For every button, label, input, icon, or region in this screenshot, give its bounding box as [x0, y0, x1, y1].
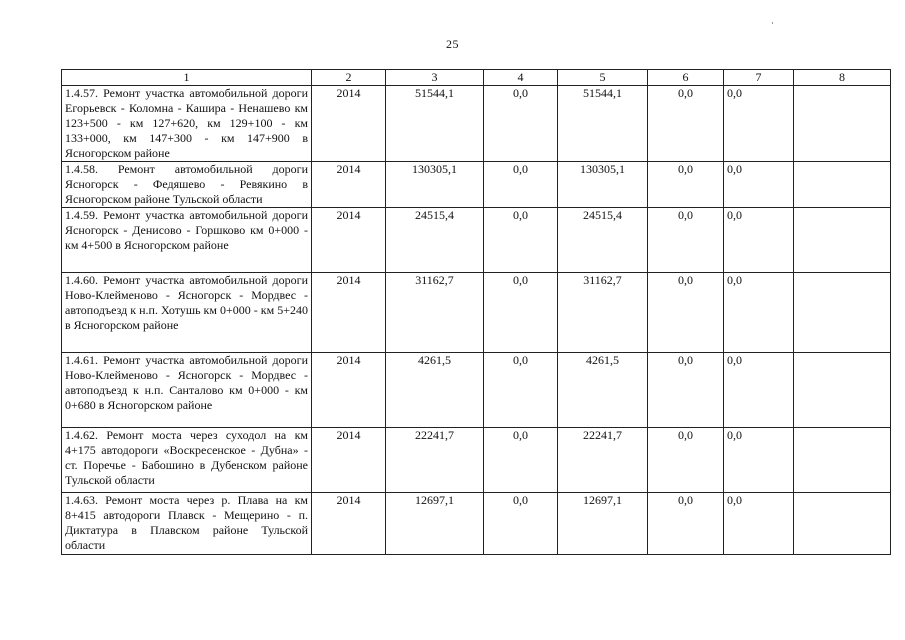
- row-description: 1.4.61. Ремонт участка автомобильной дороги Ново-Клейменово - Ясногорск - Мордвес - автоподъезд к н.п. Санталово км 0+000 - км 0+680 в Ясногорском районе: [62, 353, 312, 428]
- table-row: [62, 493, 891, 555]
- row-col4: 0,0: [484, 162, 558, 208]
- row-total: 31162,7: [386, 273, 484, 353]
- table-row: [62, 273, 891, 353]
- row-col8: [794, 353, 891, 428]
- row-total: 4261,5: [386, 353, 484, 428]
- row-year: 2014: [312, 428, 386, 493]
- row-total: 51544,1: [386, 86, 484, 162]
- table-row: [62, 208, 891, 273]
- row-year: 2014: [312, 86, 386, 162]
- row-col5: 24515,4: [558, 208, 648, 273]
- column-header-8: 8: [794, 70, 891, 86]
- row-description: 1.4.59. Ремонт участка автомобильной дороги Ясногорск - Денисово - Горшково км 0+000 - км 4+500 в Ясногорском районе: [62, 208, 312, 273]
- row-col8: [794, 162, 891, 208]
- row-total: 22241,7: [386, 428, 484, 493]
- column-header-5: 5: [558, 70, 648, 86]
- row-col5: 22241,7: [558, 428, 648, 493]
- row-year: 2014: [312, 208, 386, 273]
- page-number: 25: [446, 37, 459, 51]
- column-header-1: 1: [62, 70, 312, 86]
- table-body: [62, 86, 891, 555]
- row-col8: [794, 493, 891, 555]
- row-description: 1.4.62. Ремонт моста через суходол на км 4+175 автодороги «Воскресенское - Дубна» - ст. Поречье - Бабошино в Дубенском районе Тульской области: [62, 428, 312, 493]
- row-col6: 0,0: [648, 353, 724, 428]
- row-col8: [794, 428, 891, 493]
- row-col8: [794, 208, 891, 273]
- row-col8: [794, 86, 891, 162]
- row-description: 1.4.57. Ремонт участка автомобильной дороги Егорьевск - Коломна - Кашира - Ненашево км 123+500 - км 127+620, км 129+100 - км 133+000, км 147+300 - км 147+900 в Ясногорском районе: [62, 86, 312, 162]
- row-total: 12697,1: [386, 493, 484, 555]
- row-description: 1.4.63. Ремонт моста через р. Плава на км 8+415 автодороги Плавск - Мещерино - п. Диктатура в Плавском районе Тульской области: [62, 493, 312, 555]
- row-col7: 0,0: [724, 86, 794, 162]
- row-description: 1.4.60. Ремонт участка автомобильной дороги Ново-Клейменово - Ясногорск - Мордвес - автоподъезд к н.п. Хотушь км 0+000 - км 5+240 в Ясногорском районе: [62, 273, 312, 353]
- row-col7: 0,0: [724, 493, 794, 555]
- row-col4: 0,0: [484, 86, 558, 162]
- row-col5: 31162,7: [558, 273, 648, 353]
- row-col5: 130305,1: [558, 162, 648, 208]
- table-row: [62, 162, 891, 208]
- row-year: 2014: [312, 493, 386, 555]
- row-col4: 0,0: [484, 353, 558, 428]
- row-col4: 0,0: [484, 273, 558, 353]
- row-col6: 0,0: [648, 493, 724, 555]
- column-header-2: 2: [312, 70, 386, 86]
- row-year: 2014: [312, 162, 386, 208]
- row-col6: 0,0: [648, 273, 724, 353]
- row-col4: 0,0: [484, 208, 558, 273]
- row-col7: 0,0: [724, 353, 794, 428]
- row-col7: 0,0: [724, 273, 794, 353]
- table-row: [62, 86, 891, 162]
- row-col7: 0,0: [724, 162, 794, 208]
- row-col6: 0,0: [648, 428, 724, 493]
- row-col6: 0,0: [648, 208, 724, 273]
- row-year: 2014: [312, 273, 386, 353]
- row-col5: 51544,1: [558, 86, 648, 162]
- row-col8: [794, 273, 891, 353]
- row-col6: 0,0: [648, 162, 724, 208]
- budget-table: [61, 69, 891, 555]
- row-col5: 4261,5: [558, 353, 648, 428]
- table-row: [62, 428, 891, 493]
- row-col4: 0,0: [484, 428, 558, 493]
- table-row: [62, 353, 891, 428]
- row-total: 24515,4: [386, 208, 484, 273]
- row-col5: 12697,1: [558, 493, 648, 555]
- column-header-6: 6: [648, 70, 724, 86]
- column-header-3: 3: [386, 70, 484, 86]
- column-header-7: 7: [724, 70, 794, 86]
- row-col6: 0,0: [648, 86, 724, 162]
- header-row: [62, 70, 891, 86]
- row-total: 130305,1: [386, 162, 484, 208]
- row-year: 2014: [312, 353, 386, 428]
- row-description: 1.4.58. Ремонт автомобильной дороги Ясногорск - Федяшево - Ревякино в Ясногорском районе Тульской области: [62, 162, 312, 208]
- row-col7: 0,0: [724, 208, 794, 273]
- column-header-4: 4: [484, 70, 558, 86]
- scan-mark: [772, 22, 773, 24]
- row-col7: 0,0: [724, 428, 794, 493]
- row-col4: 0,0: [484, 493, 558, 555]
